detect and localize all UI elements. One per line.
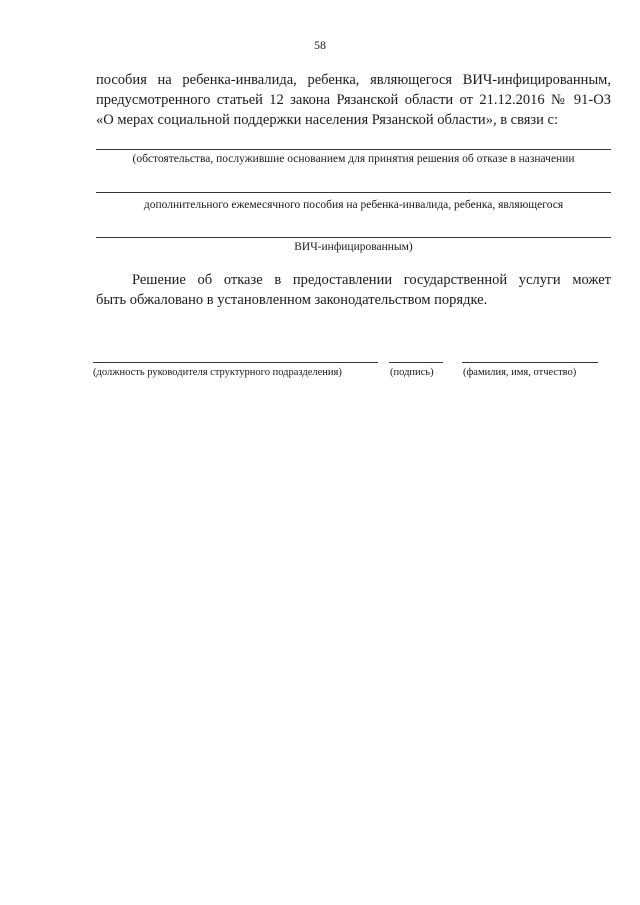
reason-caption-2: дополнительного ежемесячного пособия на ребенка-инвалида, ребенка, являющегося bbox=[143, 199, 564, 211]
position-field-line[interactable] bbox=[93, 362, 378, 363]
name-caption: (фамилия, имя, отчество) bbox=[463, 367, 577, 378]
name-field-line[interactable] bbox=[462, 362, 598, 363]
paragraph-appeal bbox=[96, 270, 611, 310]
paragraph-line: Решение об отказе в предоставлении государственной услуги может bbox=[132, 272, 611, 288]
page-number: 58 bbox=[314, 38, 326, 52]
paragraph-line: быть обжаловано в установленном законодательством порядке. bbox=[96, 292, 488, 308]
signature-field-line[interactable] bbox=[389, 362, 443, 363]
reason-caption-1: (обстоятельства, послужившие основанием для принятия решения об отказе в назначении bbox=[132, 153, 575, 165]
reason-field-line-1[interactable] bbox=[96, 149, 611, 150]
signature-caption: (подпись) bbox=[390, 367, 434, 378]
paragraph-line: «О мерах социальной поддержки населения Рязанской области», в связи с: bbox=[96, 112, 559, 128]
reason-caption-3: ВИЧ-инфицированным) bbox=[294, 241, 413, 253]
reason-field-line-2[interactable] bbox=[96, 192, 611, 193]
position-caption: (должность руководителя структурного подразделения) bbox=[93, 367, 342, 378]
paragraph-line: пособия на ребенка-инвалида, ребенка, являющегося ВИЧ-инфицированным, bbox=[96, 72, 611, 88]
paragraph-intro bbox=[96, 70, 611, 130]
paragraph-line: предусмотренного статьей 12 закона Рязанской области от 21.12.2016 № 91-ОЗ bbox=[96, 92, 611, 108]
reason-field-line-3[interactable] bbox=[96, 237, 611, 238]
